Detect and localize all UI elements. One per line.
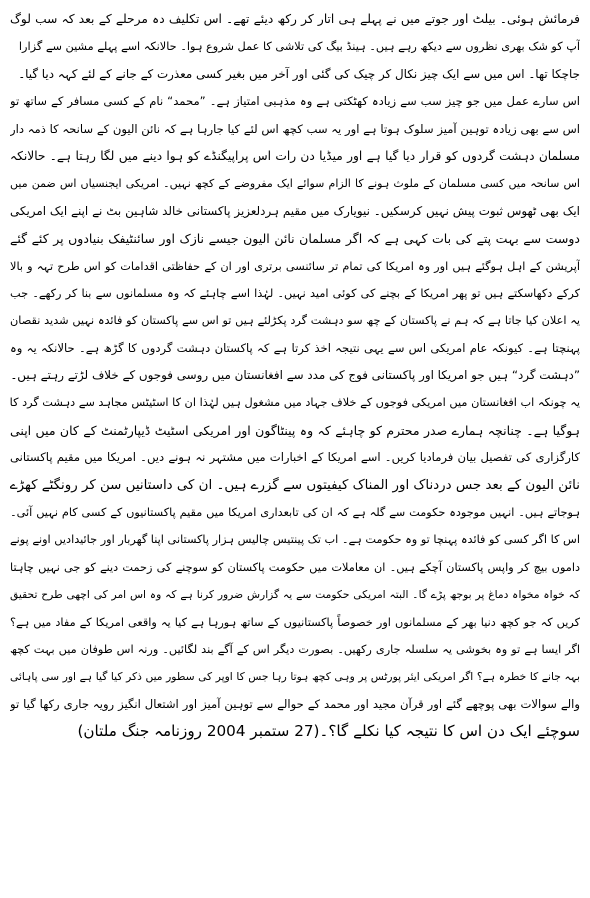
article-line-24: اگر ایسا ہے تو وہ بخوشی یہ سلسلہ جاری رکھیں۔ بصورت دیگر اس کے آگے بند لگائیں۔ ورنہ اس طوفان میں بہت کچھ — [10, 642, 580, 656]
article-line-1: فرمائش ہوئی۔ بیلٹ اور جوتے میں نے پہلے ہی اتار کر رکھ دیئے تھے۔ اس تکلیف دہ مرحلے کے بعد کہ سب لوگ — [10, 12, 580, 26]
article-line-21: داموں بیچ کر واپس پاکستان آچکے ہیں۔ ان معاملات میں حکومت پاکستان کو سوچنے کی زحمت دینے کو جی نہیں چاہتا — [10, 560, 580, 574]
article-line-11: کرکے دکھاسکتے ہیں تو پھر امریکا کے بچنے کی کوئی امید نہیں۔ لہٰذا اسے چاہئے کہ وہ مسلمانوں سے بنا کر رکھے۔ جب — [10, 286, 580, 300]
article-line-9: دوست سے بہت پتے کی بات کہی ہے کہ اگر مسلمان نائن الیون جیسے نازک اور سائنٹیفک بنیادوں پر کئے گئے — [10, 231, 580, 247]
article-line-20: اس کا اگر کسی کو فائدہ پہنچا تو وہ حکومت ہے۔ اب تک پینتیس چالیس ہزار پاکستانی اپنا گھربار اور جائیدادیں اونے پونے — [10, 533, 580, 547]
article-line-25: بہہ جانے کا خطرہ ہے؟ اگر امریکی ایئر پورٹس پر وہی کچھ ہوتا رہا جس کا اوپر کی سطور میں ذکر کیا گیا ہے اور سی پاہائی — [10, 670, 580, 684]
article-line-22: کہ خواہ مخواہ دماغ پر بوجھ پڑے گا۔ البتہ امریکی حکومت سے یہ گزارش ضرور کرنا ہے کہ وہ اس امر کی اچھی طرح تحقیق — [10, 588, 580, 602]
article-line-15: یہ چونکہ اب افغانستان میں امریکی فوجوں کے خلاف جہاد میں مشغول ہیں لہٰذا ان کا اسٹیٹس مجاہد سے دہشت گرد کا — [10, 396, 580, 410]
article-line-18: نائن الیون کے بعد جس دردناک اور المناک کیفیتوں سے گزرے ہیں۔ ان کی داستانیں سن کر رونگٹے کھڑے — [10, 477, 580, 493]
article-line-17: کارگزاری کی تفصیل بیان فرمادیا کریں۔ اسے امریکا کے اخبارات میں مشتہر نہ ہونے دیں۔ امریکا میں مقیم پاکستانی — [10, 450, 580, 465]
article-line-4: اس سارے عمل میں جو چیز سب سے زیادہ کھٹکتی ہے وہ مذہبی امتیاز ہے۔ ”محمد“ نام کے کسی مسافر کے ساتھ تو — [10, 94, 580, 109]
article-line-13: پہنچتا ہے۔ کیونکہ عام امریکی اس سے یہی نتیجہ اخذ کرتا ہے کہ پاکستان دہشت گردوں کا گڑھ ہے۔ حالانکہ یہ وہ — [10, 340, 580, 355]
article-line-5: اس سے بھی زیادہ توہین آمیز سلوک ہوتا ہے اور یہ سب کچھ اس لئے کیا جارہا ہے کہ نائن الیون کے سانحہ کا ذمہ دار — [10, 121, 580, 136]
article-line-12: یہ اعلان کیا جاتا ہے کہ ہم نے پاکستان کے چھ سو دہشت گرد پکڑلئے ہیں تو اس سے پاکستان کو فائدہ نہیں شدید نقصان — [10, 314, 580, 328]
article-line-3: جاچکا تھا۔ اس میں سے ایک چیز نکال کر چیک کی گئی اور آخر میں بغیر کسی معذرت کے جانے کے لئے کہہ دیا گیا۔ — [18, 66, 580, 81]
article-line-8: ایک بھی ٹھوس ثبوت پیش نہیں کرسکیں۔ نیویارک میں مقیم ہردلعزیز پاکستانی خالد شاہین بٹ نے اپنے ایک امریکی — [10, 203, 580, 218]
article-line-10: آپریشن کے اہل ہوگئے ہیں اور وہ امریکا کی تمام تر سائنسی برتری اور ان کے حفاظتی اقدامات کو اس طرح تہہ و بالا — [10, 259, 580, 273]
article-line-14: ”دہشت گرد“ ہیں جو امریکا اور پاکستانی فوج کی مدد سے افغانستان میں روسی فوجوں کے خلاف لڑتے رہتے ہیں۔ — [10, 368, 580, 383]
article-line-23: کریں کہ جو کچھ دنیا بھر کے مسلمانوں اور خصوصاً پاکستانیوں کے ساتھ ہورہا ہے کیا یہ واقعی امریکا کے مفاد میں ہے؟ — [10, 615, 580, 629]
article-line-16: ہوگیا ہے۔ چنانچہ ہمارے صدر محترم کو چاہئے کہ وہ پینٹاگون اور امریکی اسٹیٹ ڈیپارٹمنٹ کے کان میں اپنی — [10, 422, 580, 438]
article-line-2: آپ کو شک بھری نظروں سے دیکھ رہے ہیں۔ ہینڈ بیگ کی تلاشی کا عمل شروع ہوا۔ حالانکہ اسے پہلے مشین سے گزارا — [18, 40, 580, 54]
article-line-27-with-source: سوچئے ایک دن اس کا نتیجہ کیا نکلے گا؟۔(27 ستمبر 2004 روزنامہ جنگ ملتان) — [77, 722, 580, 741]
article-line-6: مسلمان دہشت گردوں کو قرار دیا گیا ہے اور میڈیا دن رات اس پراپیگنڈے کو ہوا دینے میں لگا رہتا ہے۔ حالانکہ — [10, 148, 580, 163]
article-line-7: اس سانحہ میں کسی مسلمان کے ملوث ہونے کا الزام سوائے ایک مفروضے کے کچھ نہیں۔ امریکی ایجنسیاں اس ضمن میں — [10, 177, 580, 191]
article-line-26: والے سوالات بھی پوچھے گئے اور قرآن مجید اور محمد کے حوالے سے توہین آمیز اور اشتعال انگیز رویہ جاری رکھا گیا تو — [10, 696, 580, 711]
article-line-19: ہوجاتے ہیں۔ انہیں موجودہ حکومت سے گلہ ہے کہ ان کی تابعداری امریکا میں مقیم پاکستانیوں کے کسی کام نہیں آئی۔ — [10, 506, 580, 520]
